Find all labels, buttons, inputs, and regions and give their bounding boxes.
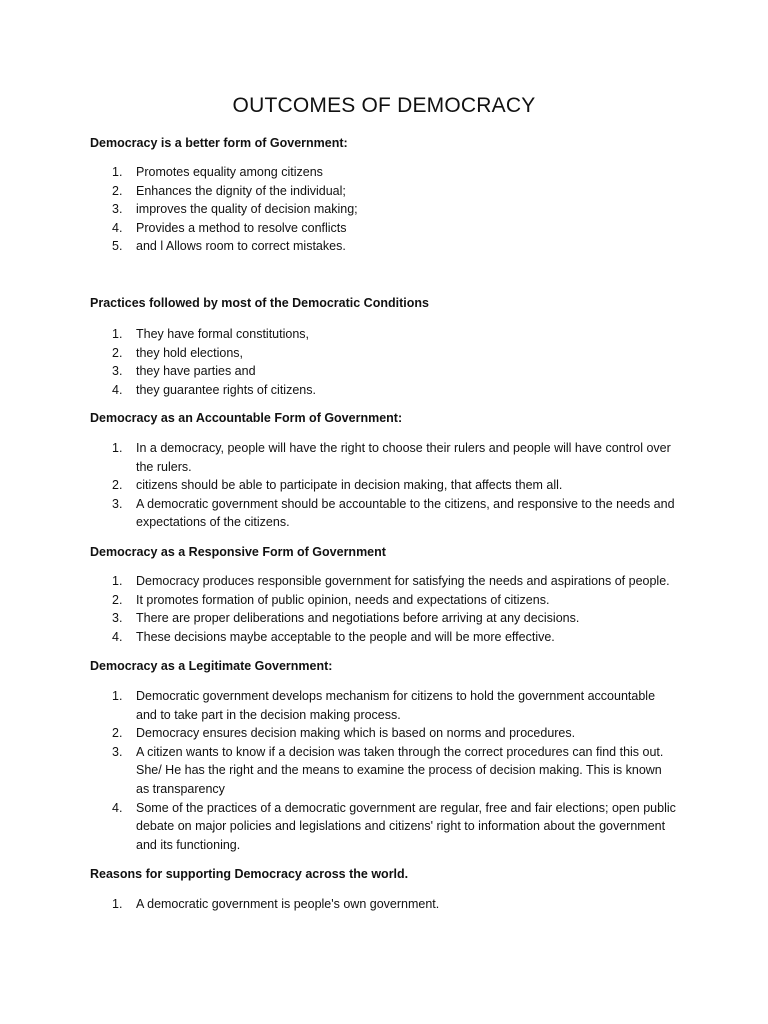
list-item <box>0 476 768 495</box>
section-heading-better-form: Democracy is a better form of Government: <box>90 136 348 150</box>
list-item <box>0 743 768 799</box>
list-item-text: Some of the practices of a democratic government are regular, free and fair elections; open public debate on major policies and legislations and citizens' right to information about the government and its functioning. <box>136 800 676 852</box>
list-item-number: 1. <box>112 165 123 179</box>
page-title: OUTCOMES OF DEMOCRACY <box>232 94 536 117</box>
list-item-number: 1. <box>112 897 123 911</box>
list-item-number: 3. <box>112 744 123 759</box>
section-heading-responsive: Democracy as a Responsive Form of Government <box>90 545 386 559</box>
list-accountable <box>0 439 768 532</box>
list-item-text: It promotes formation of public opinion, needs and expectations of citizens. <box>136 592 550 607</box>
section-heading-accountable: Democracy as an Accountable Form of Government: <box>90 411 403 425</box>
list-item <box>0 895 768 914</box>
list-item-number: 4. <box>112 220 123 235</box>
list-item <box>0 325 768 344</box>
list-item-number: 4. <box>112 629 123 644</box>
list-item-number: 4. <box>112 382 123 397</box>
list-item-text: In a democracy, people will have the right to choose their rulers and people will have control over the rulers. <box>136 441 671 474</box>
list-item-text: There are proper deliberations and negotiations before arriving at any decisions. <box>136 611 580 626</box>
list-legitimate <box>0 687 768 854</box>
list-better-form <box>0 163 768 256</box>
list-item <box>0 344 768 363</box>
list-item-number: 1. <box>112 689 123 703</box>
list-item-number: 2. <box>112 592 123 607</box>
list-item-text: These decisions maybe acceptable to the people and will be more effective. <box>136 629 555 644</box>
list-practices <box>0 325 768 399</box>
list-item <box>0 381 768 400</box>
list-item-text: and l Allows room to correct mistakes. <box>136 239 346 254</box>
list-item <box>0 495 768 532</box>
list-item-text: Democratic government develops mechanism for citizens to hold the government accountable and to take part in the decision making process. <box>136 689 656 722</box>
list-item-number: 2. <box>112 183 123 198</box>
list-item-number: 3. <box>112 202 123 217</box>
list-item <box>0 799 768 855</box>
list-item-text: A citizen wants to know if a decision was taken through the correct procedures can find this out. She/ He has the right and the means to examine the process of decision making. This is known as transparency <box>136 744 664 796</box>
list-item-number: 3. <box>112 496 123 511</box>
list-item <box>0 628 768 647</box>
list-item-text: they have parties and <box>136 364 256 379</box>
list-item <box>0 219 768 238</box>
list-item <box>0 724 768 743</box>
list-item-text: citizens should be able to participate in decision making, that affects them all. <box>136 478 563 493</box>
list-item <box>0 163 768 182</box>
list-item-number: 2. <box>112 478 123 493</box>
list-item-number: 1. <box>112 574 123 588</box>
list-item <box>0 237 768 256</box>
list-item-text: Democracy ensures decision making which is based on norms and procedures. <box>136 726 576 741</box>
list-item <box>0 591 768 610</box>
list-item <box>0 200 768 219</box>
list-item-text: Provides a method to resolve conflicts <box>136 220 347 235</box>
list-item-number: 3. <box>112 364 123 379</box>
list-item-number: 2. <box>112 345 123 360</box>
list-item-text: improves the quality of decision making; <box>136 202 358 217</box>
list-reasons <box>0 895 768 914</box>
list-item-text: They have formal constitutions, <box>136 327 309 341</box>
list-item-text: Enhances the dignity of the individual; <box>136 183 346 198</box>
list-item-text: A democratic government should be accountable to the citizens, and responsive to the needs and expectations of the citizens. <box>136 496 675 530</box>
list-item-text: they hold elections, <box>136 345 244 360</box>
list-responsive <box>0 572 768 646</box>
section-heading-practices: Practices followed by most of the Democratic Conditions <box>90 296 429 310</box>
list-item-number: 4. <box>112 800 123 815</box>
list-item <box>0 687 768 724</box>
list-item-number: 1. <box>112 441 123 455</box>
list-item-number: 3. <box>112 611 123 626</box>
section-heading-legitimate: Democracy as a Legitimate Government: <box>90 659 333 673</box>
list-item-text: they guarantee rights of citizens. <box>136 382 316 397</box>
list-item-text: A democratic government is people's own government. <box>136 897 440 911</box>
list-item <box>0 362 768 381</box>
list-item <box>0 439 768 476</box>
list-item-text: Democracy produces responsible government for satisfying the needs and aspirations of people. <box>136 574 670 588</box>
list-item <box>0 572 768 591</box>
list-item-number: 2. <box>112 726 123 741</box>
list-item <box>0 182 768 201</box>
list-item <box>0 609 768 628</box>
list-item-number: 5. <box>112 239 123 254</box>
list-item-text: Promotes equality among citizens <box>136 165 323 179</box>
section-heading-reasons: Reasons for supporting Democracy across the world. <box>90 867 409 881</box>
list-item-number: 1. <box>112 327 123 341</box>
